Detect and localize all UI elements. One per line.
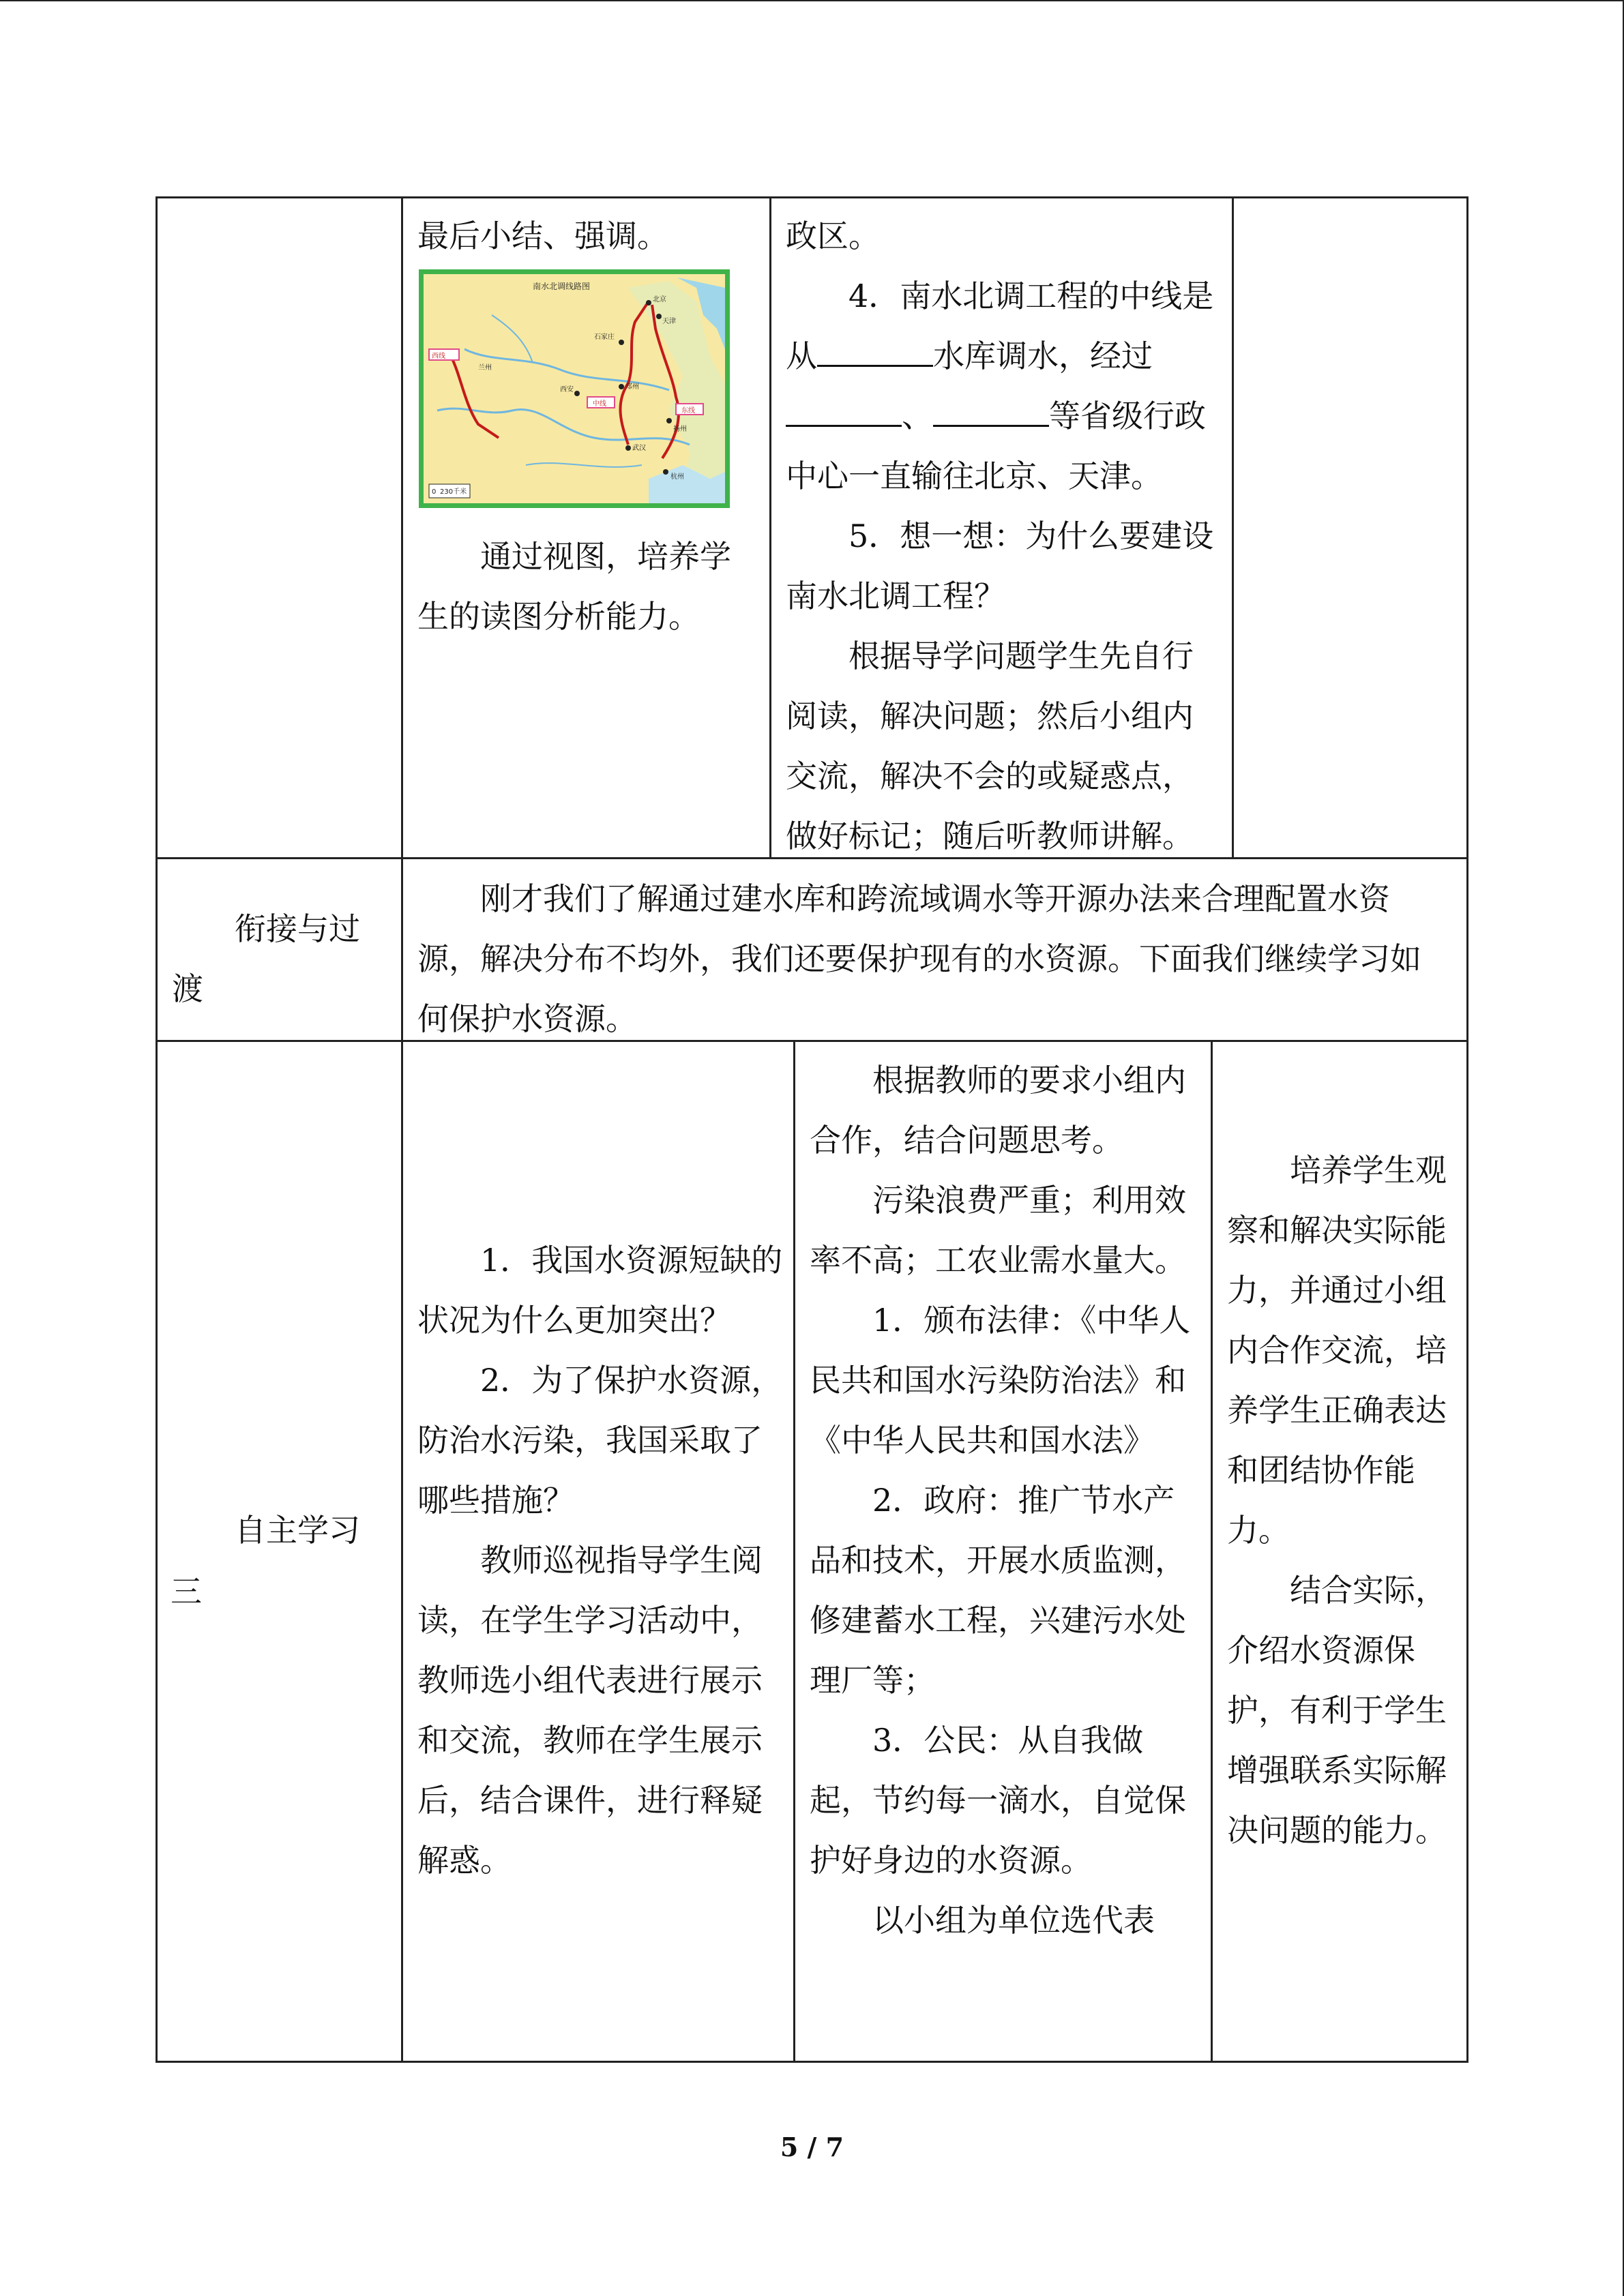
map-label-lanzhou: 兰州 (478, 364, 492, 372)
map-scale-zero: 0 (432, 488, 437, 496)
q4-blank-province-1[interactable] (786, 393, 902, 427)
map-label-tianjin: 天津 (662, 318, 676, 325)
row3-student-3: 1．颁布法律：《中华人民共和国水污染防治法》和《中华人民共和国水法》 (810, 1302, 1191, 1459)
row1-student-cell (786, 206, 1220, 866)
page-number: 5 / 7 (780, 2132, 844, 2162)
table-line-bottom (156, 2061, 1468, 2063)
row1-teacher-cell (417, 206, 758, 266)
row3-student-cell (810, 1050, 1200, 1950)
row3-teacher-q2: 2．为了保护水资源，防治水污染，我国采取了哪些措施？ (417, 1362, 783, 1519)
row1-map-intent-text: 通过视图，培养学生的读图分析能力。 (417, 538, 731, 635)
row3-student-1: 根据教师的要求小组内合作，结合问题思考。 (810, 1062, 1186, 1159)
row3-label-cell (172, 1500, 397, 1560)
row2-label-a: 衔接与过 (235, 910, 360, 947)
row3-teacher-q1: 1．我国水资源短缺的状况为什么更加突出？ (417, 1242, 783, 1339)
table-line-top (156, 196, 1468, 198)
map-drawing (424, 274, 725, 503)
row3-intent-cell (1227, 1140, 1452, 1860)
table-line-r1-col3 (1232, 196, 1234, 859)
table-line-r3-col2 (793, 1040, 795, 2063)
q4-text-b: 水库调水，经过 (933, 338, 1153, 374)
q4-blank-reservoir[interactable] (817, 333, 933, 367)
south-north-water-diversion-map (419, 269, 730, 508)
row3-number-cell (171, 1562, 239, 1622)
row3-student-5: 3．公民：从自我做起，节约每一滴水，自觉保护好身边的水资源。 (810, 1722, 1186, 1879)
row1-teacher-cell-lower (417, 526, 755, 646)
row1-summary-text: 最后小结、强调。 (417, 218, 668, 254)
map-label-xian: 西安 (560, 386, 574, 393)
row2-transition-text: 刚才我们了解通过建水库和跨流域调水等开源办法来合理配置水资源，解决分布不均外，我们还要保护现有的水资源。下面我们继续学习如何保护水资源。 (417, 880, 1421, 1037)
map-label-shijiazhuang: 石家庄 (594, 333, 615, 341)
row3-student-4: 2．政府：推广节水产品和技术，开展水质监测，修建蓄水工程，兴建污水处理厂等； (810, 1482, 1186, 1699)
map-label-hangzhou: 杭州 (670, 473, 684, 481)
table-line-left (156, 196, 158, 2063)
row3-intent-2: 结合实际，介绍水资源保护，有利于学生增强联系实际解决问题的能力。 (1227, 1572, 1447, 1849)
map-label-east-route: 东线 (681, 407, 695, 415)
table-line-col1 (401, 196, 403, 2063)
row3-section-label: 自主学习 (235, 1512, 360, 1549)
map-label-west-route: 西线 (432, 353, 445, 360)
map-label-middle-route: 中线 (593, 400, 606, 408)
table-line-r1-col2 (769, 196, 771, 859)
map-title: 南水北调线路图 (533, 282, 591, 291)
row2-content-cell (417, 869, 1447, 1049)
table-line-right (1466, 196, 1468, 2063)
row3-teacher-guide: 教师巡视指导学生阅读，在学生学习活动中，教师选小组代表进行展示和交流，教师在学生展示后，结合课件，进行释疑解惑。 (417, 1542, 763, 1879)
row1-question5: 5．想一想：为什么要建设南水北调工程？ (786, 518, 1214, 614)
table-line-r3-col3 (1211, 1040, 1213, 2063)
q4-text-a: 4．南水北调工程的中线是从 (786, 278, 1214, 374)
map-scale: 230千米 (440, 488, 467, 496)
map-label-wuhan: 武汉 (632, 445, 646, 452)
q4-blank-province-2[interactable] (933, 393, 1049, 427)
q4-separator: 、 (902, 398, 933, 434)
page-top-border (0, 0, 1624, 1)
row3-intent-1: 培养学生观察和解决实际能力，并通过小组内合作交流，培养学生正确表达和团结协作能力。 (1227, 1152, 1447, 1549)
row1-study-method: 根据导学问题学生先自行阅读，解决问题；然后小组内交流，解决不会的或疑惑点，做好标记；随后听教师讲解。 (786, 638, 1194, 854)
map-label-yangzhou: 扬州 (673, 426, 687, 433)
row3-teacher-cell (417, 1230, 783, 1890)
row3-student-2: 污染浪费严重；利用效率不高；工农业需水量大。 (810, 1182, 1186, 1279)
map-label-beijing: 北京 (653, 296, 666, 303)
q4-text-c: 等省级行政中心一直输往北京、天津。 (786, 398, 1206, 494)
row3-section-number: 三 (171, 1573, 202, 1610)
row2-label-cell (172, 899, 397, 1019)
row1-regions-text: 政区。 (786, 218, 880, 254)
row1-question4 (786, 266, 1220, 506)
row3-student-6: 以小组为单位选代表 (872, 1902, 1155, 1939)
row2-label-b: 渡 (172, 970, 203, 1007)
map-label-zhengzhou: 郑州 (625, 383, 639, 391)
